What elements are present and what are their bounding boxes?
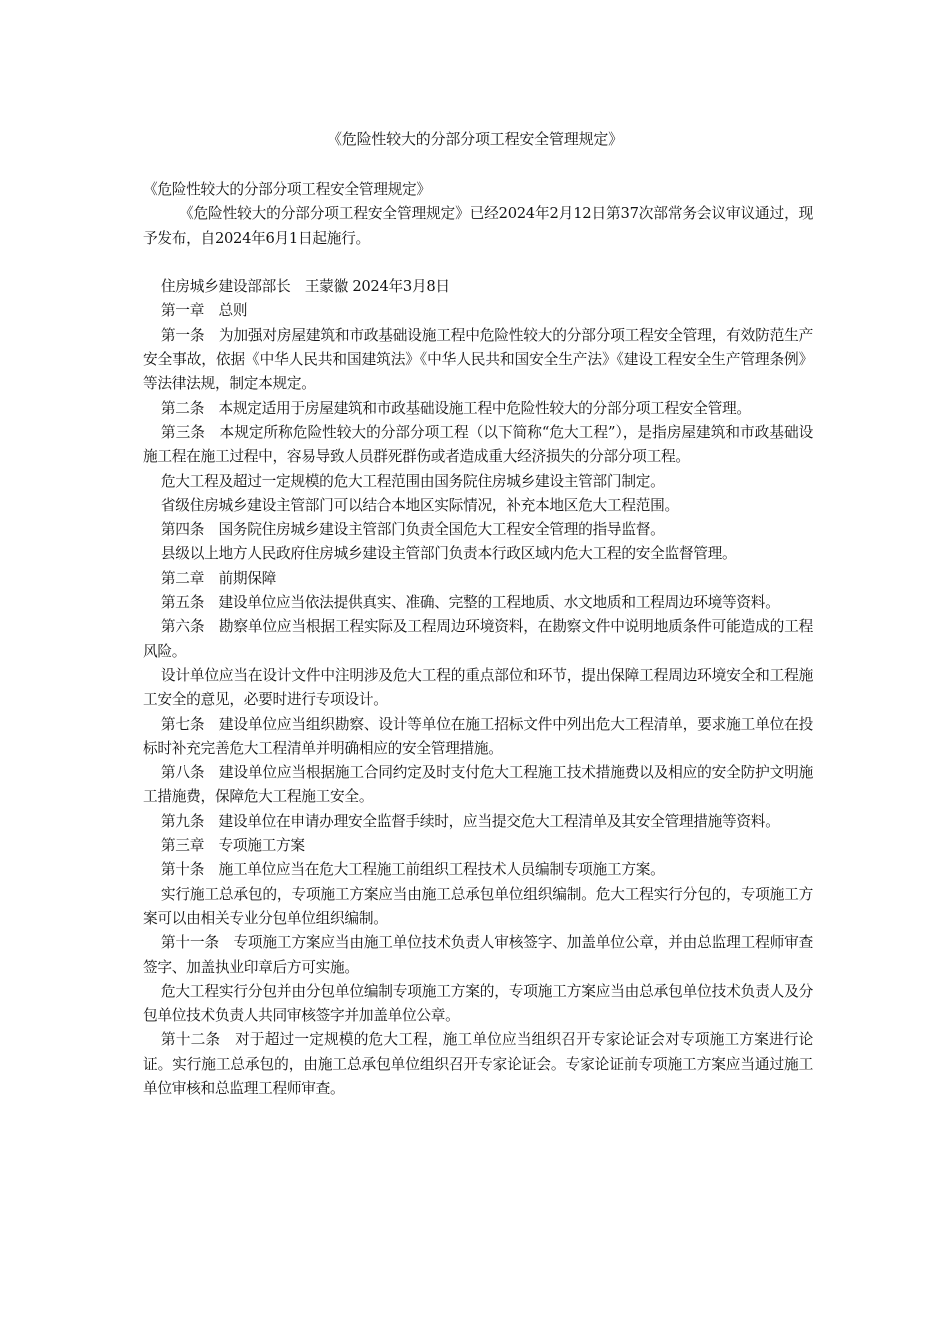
- document-title: 《危险性较大的分部分项工程安全管理规定》: [326, 130, 623, 148]
- article-paragraph: 实行施工总承包的，专项施工方案应当由施工总承包单位组织编制。危大工程实行分包的，专项施工方案可以由相关专业分包单位组织编制。: [143, 885, 813, 927]
- article-paragraph: 危大工程实行分包并由分包单位编制专项施工方案的，专项施工方案应当由总承包单位技术负责人及分包单位技术负责人共同审核签字并加盖单位公章。: [143, 982, 813, 1025]
- article-paragraph: 第十条 施工单位应当在危大工程施工前组织工程技术人员编制专项施工方案。: [160, 861, 665, 879]
- article-paragraph: 县级以上地方人民政府住房城乡建设主管部门负责本行政区域内危大工程的安全监督管理。: [160, 545, 737, 563]
- article-paragraph: 第十二条 对于超过一定规模的危大工程，施工单位应当组织召开专家论证会对专项施工方案进行论证。实行施工总承包的，由施工总承包单位组织召开专家论证会。专家论证前专项施工方案应当通过施工单位审核和总监理工程师审查。: [143, 1031, 813, 1097]
- announcement-paragraph: 《危险性较大的分部分项工程安全管理规定》已经2024年2月12日第37次部常务会议审议通过，现予发布，自2024年6月1日起施行。: [143, 205, 813, 247]
- article-paragraph: 第三条 本规定所称危险性较大的分部分项工程（以下简称“危大工程”），是指房屋建筑和市政基础设施工程在施工过程中，容易导致人员群死群伤或者造成重大经济损失的分部分项工程。: [143, 423, 813, 466]
- article-paragraph: 第七条 建设单位应当组织勘察、设计等单位在施工招标文件中列出危大工程清单，要求施工单位在投标时补充完善危大工程清单并明确相应的安全管理措施。: [143, 715, 813, 757]
- chapter-heading: 第三章 专项施工方案: [160, 837, 305, 855]
- article-paragraph: 第一条 为加强对房屋建筑和市政基础设施工程中危险性较大的分部分项工程安全管理，有效防范生产安全事故，依据《中华人民共和国建筑法》《中华人民共和国安全生产法》《建设工程安全生产管理条例》等法律法规，制定本规定。: [143, 326, 813, 393]
- article-paragraph: 第八条 建设单位应当根据施工合同约定及时支付危大工程施工技术措施费以及相应的安全防护文明施工措施费，保障危大工程施工安全。: [143, 764, 813, 806]
- chapter-heading: 第一章 总则: [160, 302, 248, 320]
- article-paragraph: 第六条 勘察单位应当根据工程实际及工程周边环境资料，在勘察文件中说明地质条件可能造成的工程风险。: [143, 618, 813, 660]
- document-heading: 《危险性较大的分部分项工程安全管理规定》: [143, 181, 431, 198]
- signature-line: 住房城乡建设部部长 王蒙徽 2024年3月8日: [160, 278, 450, 296]
- article-paragraph: 第四条 国务院住房城乡建设主管部门负责全国危大工程安全管理的指导监督。: [160, 521, 665, 539]
- article-paragraph: 设计单位应当在设计文件中注明涉及危大工程的重点部位和环节，提出保障工程周边环境安全和工程施工安全的意见，必要时进行专项设计。: [143, 666, 813, 709]
- article-paragraph: 第二条 本规定适用于房屋建筑和市政基础设施工程中危险性较大的分部分项工程安全管理。: [160, 399, 751, 417]
- article-paragraph: 危大工程及超过一定规模的危大工程范围由国务院住房城乡建设主管部门制定。: [160, 472, 665, 490]
- blank-line: [143, 251, 813, 275]
- article-paragraph: 第五条 建设单位应当依法提供真实、准确、完整的工程地质、水文地质和工程周边环境等资料。: [160, 594, 780, 612]
- document-body: [143, 178, 813, 1101]
- article-paragraph: 第九条 建设单位在申请办理安全监督手续时，应当提交危大工程清单及其安全管理措施等资料。: [160, 812, 780, 830]
- article-paragraph: 省级住房城乡建设主管部门可以结合本地区实际情况，补充本地区危大工程范围。: [160, 496, 679, 514]
- article-paragraph: 第十一条 专项施工方案应当由施工单位技术负责人审核签字、加盖单位公章，并由总监理工程师审查签字、加盖执业印章后方可实施。: [143, 934, 813, 976]
- chapter-heading: 第二章 前期保障: [160, 569, 277, 587]
